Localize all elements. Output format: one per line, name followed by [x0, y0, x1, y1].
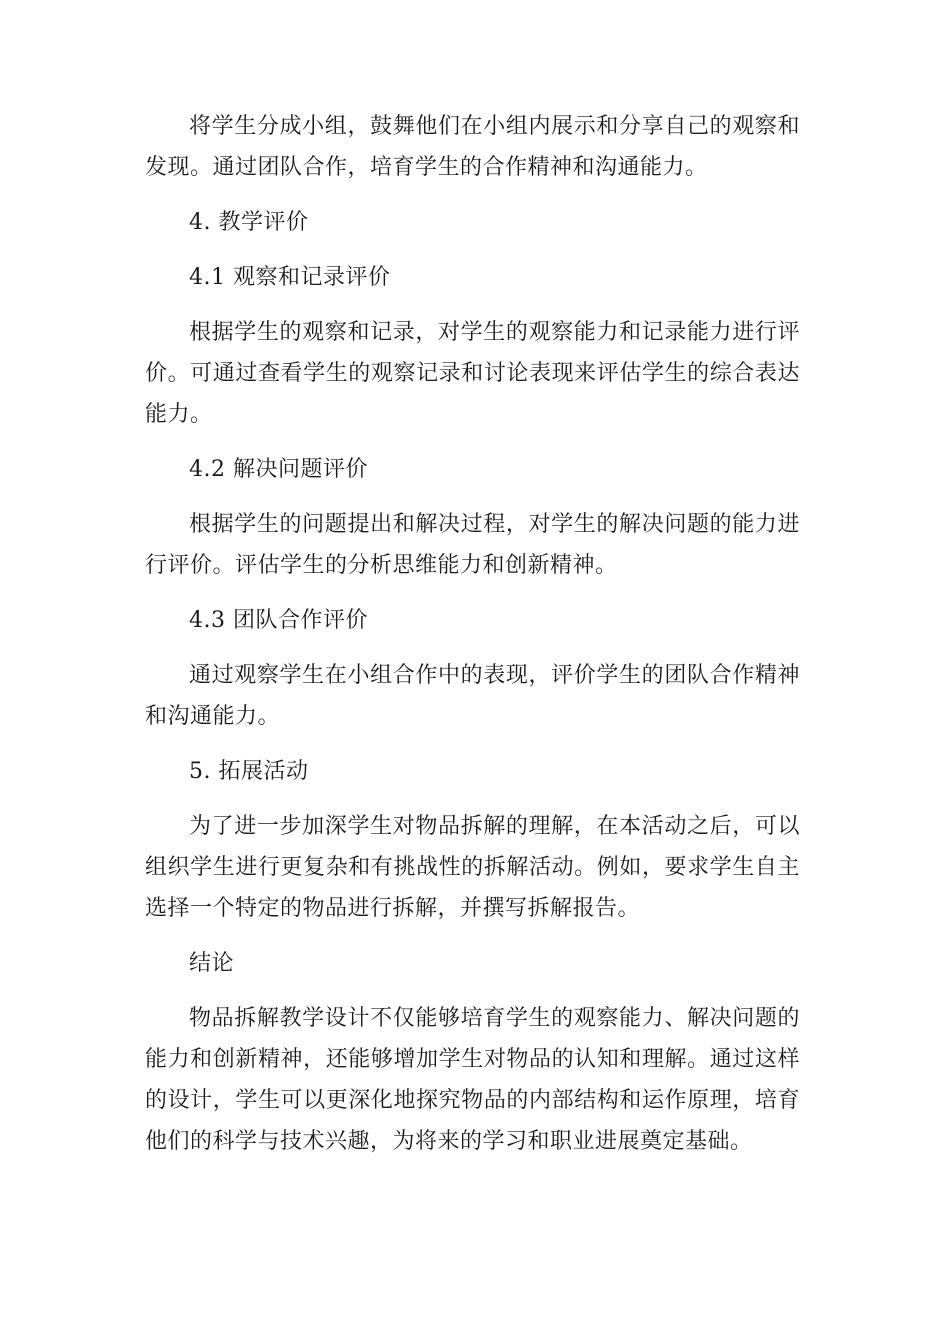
paragraph-conclusion: 物品拆解教学设计不仅能够培育学生的观察能力、解决问题的能力和创新精神，还能够增加学生对物品的认知和理解。通过这样的设计，学生可以更深化地探究物品的内部结构和运作原理，培育他们的科学与技术兴趣，为将来的学习和职业进展奠定基础。 [145, 1006, 800, 1154]
document-body [145, 106, 800, 1176]
section-heading-teaching-evaluation: 4. 教学评价 [189, 210, 309, 235]
paragraph-observation-evaluation: 根据学生的观察和记录，对学生的观察能力和记录能力进行评价。可通过查看学生的观察记录和讨论表现来评估学生的综合表达能力。 [145, 320, 800, 427]
paragraph-teamwork-evaluation: 通过观察学生在小组合作中的表现，评价学生的团队合作精神和沟通能力。 [145, 663, 800, 729]
section-heading-extension-activities: 5. 拓展活动 [189, 759, 309, 784]
subheading-teamwork-evaluation: 4.3 团队合作评价 [189, 608, 368, 633]
subheading-problem-solving-evaluation: 4.2 解决问题评价 [189, 457, 368, 482]
section-heading-conclusion: 结论 [189, 951, 235, 976]
paragraph-extension-activities: 为了进一步加深学生对物品拆解的理解，在本活动之后，可以组织学生进行更复杂和有挑战性的拆解活动。例如，要求学生自主选择一个特定的物品进行拆解，并撰写拆解报告。 [145, 814, 800, 921]
paragraph-problem-solving-evaluation: 根据学生的问题提出和解决过程，对学生的解决问题的能力进行评价。评估学生的分析思维能力和创新精神。 [145, 512, 800, 578]
subheading-observation-evaluation: 4.1 观察和记录评价 [189, 265, 391, 290]
paragraph-group-sharing: 将学生分成小组，鼓舞他们在小组内展示和分享自己的观察和发现。通过团队合作，培育学生的合作精神和沟通能力。 [145, 114, 800, 180]
